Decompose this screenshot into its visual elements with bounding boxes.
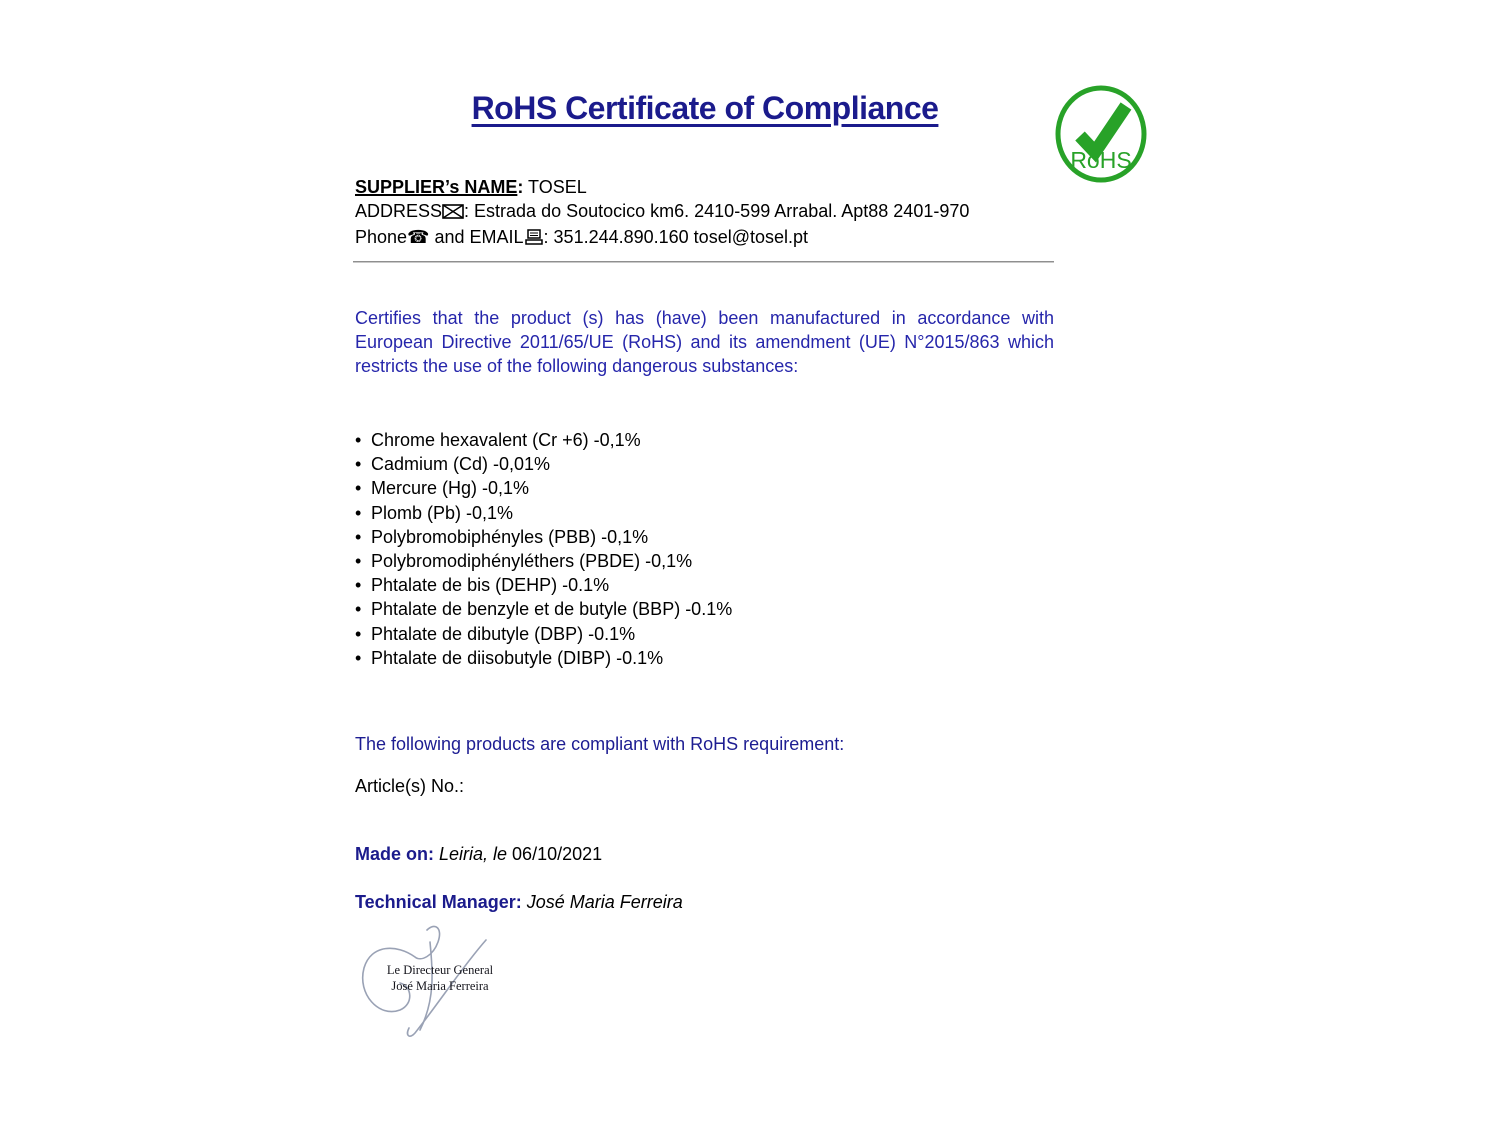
phone-label: Phone — [355, 227, 408, 247]
made-on-date: 06/10/2021 — [512, 844, 603, 864]
articles-label: Article(s) No.: — [355, 776, 465, 796]
supplier-name-line — [355, 175, 1055, 199]
phone-icon: ☎ — [407, 227, 430, 248]
made-on-place: Leiria, le — [434, 844, 513, 864]
substance-item: • Mercure (Hg) -0,1% — [355, 476, 1055, 500]
supplier-name-value: TOSEL — [523, 177, 587, 197]
made-on-label: Made on: — [355, 844, 434, 864]
substances-list — [355, 428, 1055, 670]
computer-icon — [524, 227, 544, 251]
signature-line2: José Maria Ferreira — [391, 979, 489, 993]
substance-item: • Cadmium (Cd) -0,01% — [355, 452, 1055, 476]
substance-item: • Plomb (Pb) -0,1% — [355, 501, 1055, 525]
supplier-name-label: SUPPLIER’s NAME — [355, 177, 518, 197]
and-email-label: and EMAIL — [429, 227, 524, 247]
contact-value: : 351.244.890.160 tosel@tosel.pt — [543, 227, 809, 247]
compliance-statement: The following products are compliant with RoHS requirement: — [355, 734, 845, 754]
divider-line — [353, 261, 1054, 263]
signature-text — [365, 962, 515, 994]
technical-manager-name: José Maria Ferreira — [521, 892, 683, 912]
signature-block — [355, 920, 515, 1050]
signature-line1: Le Directeur General — [386, 963, 494, 977]
page-title — [355, 90, 1055, 127]
rohs-logo — [1053, 84, 1149, 184]
supplier-block — [355, 175, 1055, 251]
page-title-text: RoHS Certificate of Compliance — [471, 90, 939, 126]
substance-item: • Phtalate de dibutyle (DBP) -0.1% — [355, 622, 1055, 646]
substance-item: • Phtalate de benzyle et de butyle (BBP) -0.1% — [355, 597, 1055, 621]
address-label: ADDRESS — [355, 201, 443, 221]
substance-item: • Chrome hexavalent (Cr +6) -0,1% — [355, 428, 1055, 452]
substance-item: • Polybromobiphényles (PBB) -0,1% — [355, 525, 1055, 549]
supplier-contact-line — [355, 225, 1055, 251]
substance-item: • Phtalate de diisobutyle (DIBP) -0.1% — [355, 646, 1055, 670]
technical-manager-label: Technical Manager: — [355, 892, 522, 912]
rohs-logo-label: RoHS — [1070, 147, 1132, 173]
substance-item: • Polybromodiphényléthers (PBDE) -0,1% — [355, 549, 1055, 573]
rohs-logo-icon — [1053, 84, 1149, 184]
made-on-line — [355, 844, 602, 865]
supplier-address-line — [355, 199, 1055, 225]
technical-manager-line — [355, 892, 683, 913]
supplier-name-colon: : — [517, 177, 524, 197]
certification-paragraph: Certifies that the product (s) has (have) been manufactured in accordance with European Directive 2011/65/UE (RoHS) and its amendment (UE) N°2015/863 which restricts the use of the following dangerous substances: — [355, 308, 1054, 376]
envelope-icon — [442, 201, 464, 225]
address-value: : Estrada do Soutocico km6. 2410-599 Arrabal. Apt88 2401-970 — [464, 201, 970, 221]
substance-item: • Phtalate de bis (DEHP) -0.1% — [355, 573, 1055, 597]
